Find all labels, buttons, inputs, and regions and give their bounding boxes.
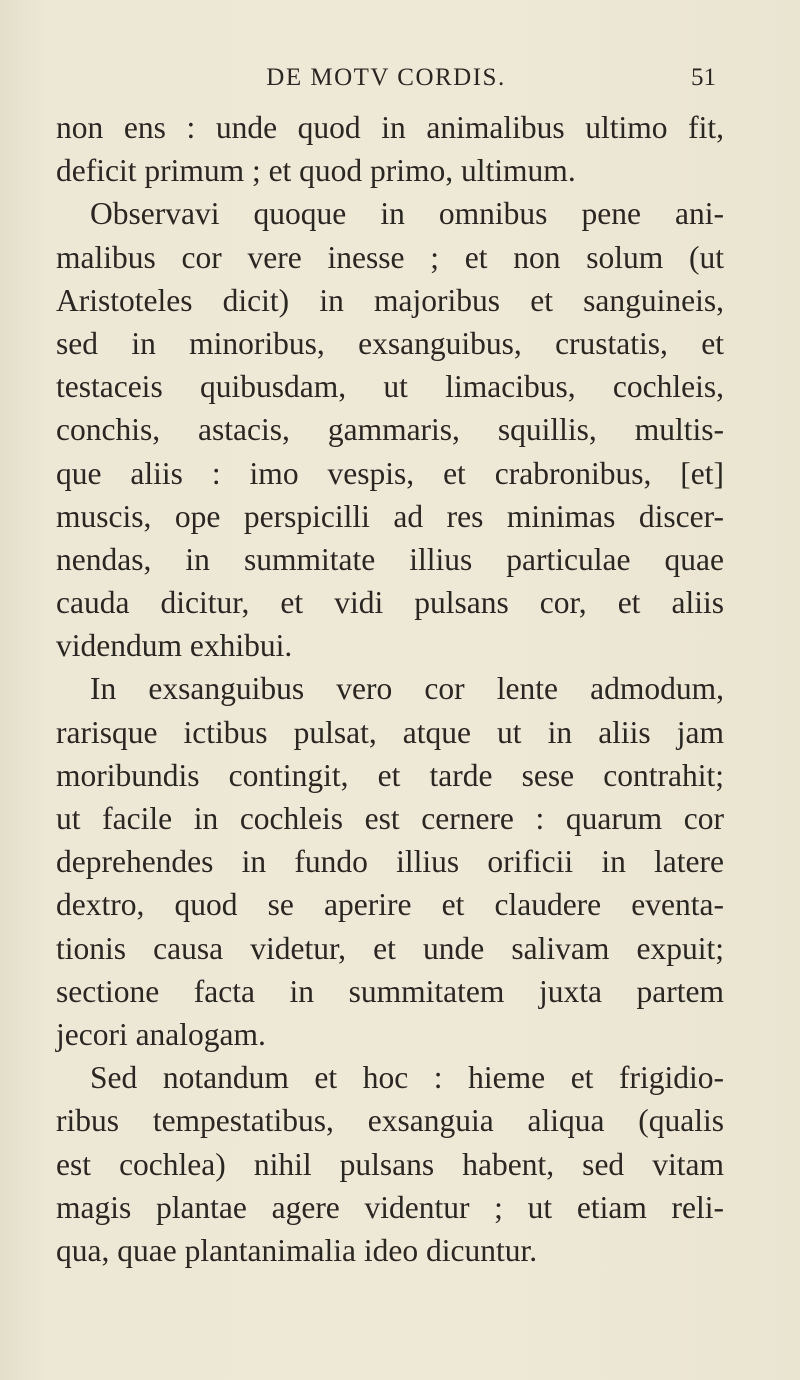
running-title: DE MOTV CORDIS. xyxy=(266,64,506,91)
text-line: ribus tempestatibus, exsanguia aliqua (qualis xyxy=(56,1103,724,1139)
text-line: qua, quae plantanimalia ideo dicuntur. xyxy=(56,1232,538,1268)
text-line: sectione facta in summitatem juxta partem xyxy=(56,973,724,1009)
text-line: deficit primum ; et quod primo, ultimum. xyxy=(56,153,576,189)
paragraph-start-line: In exsanguibus vero cor lente admodum, xyxy=(90,671,724,707)
text-line: cauda dicitur, et vidi pulsans cor, et aliis xyxy=(56,585,724,621)
text-line: sed in minoribus, exsanguibus, crustatis, et xyxy=(56,325,724,361)
text-line: nendas, in summitate illius particulae quae xyxy=(56,541,724,577)
text-line: videndum exhibui. xyxy=(56,628,293,664)
text-line: ut facile in cochleis est cernere : quarum cor xyxy=(56,801,724,836)
body-text xyxy=(56,106,724,1272)
text-line: magis plantae agere videntur ; ut etiam reli- xyxy=(56,1189,724,1225)
text-line: moribundis contingit, et tarde sese contrahit; xyxy=(56,757,724,793)
text-line: est cochlea) nihil pulsans habent, sed vitam xyxy=(56,1146,724,1182)
running-head xyxy=(56,58,716,98)
paragraph-start-line: Sed notandum et hoc : hieme et frigidio- xyxy=(90,1060,724,1096)
text-line: que aliis : imo vespis, et crabronibus, [et] xyxy=(56,455,724,491)
text-line: malibus cor vere inesse ; et non solum (ut xyxy=(56,239,724,275)
text-line: deprehendes in fundo illius orificii in latere xyxy=(56,844,724,880)
text-line: non ens : unde quod in animalibus ultimo fit, xyxy=(56,110,724,145)
page-number: 51 xyxy=(691,64,716,91)
text-line: conchis, astacis, gammaris, squillis, multis- xyxy=(56,412,724,448)
text-line: jecori analogam. xyxy=(56,1016,266,1052)
text-line: rarisque ictibus pulsat, atque ut in aliis jam xyxy=(56,714,724,750)
text-line: tionis causa videtur, et unde salivam expuit; xyxy=(56,930,724,966)
text-line: testaceis quibusdam, ut limacibus, cochleis, xyxy=(56,369,724,405)
text-line: dextro, quod se aperire et claudere eventa- xyxy=(56,887,724,923)
paragraph-start-line: Observavi quoque in omnibus pene ani- xyxy=(90,196,724,232)
text-line: Aristoteles dicit) in majoribus et sanguineis, xyxy=(56,282,724,318)
text-line: muscis, ope perspicilli ad res minimas discer- xyxy=(56,498,724,534)
